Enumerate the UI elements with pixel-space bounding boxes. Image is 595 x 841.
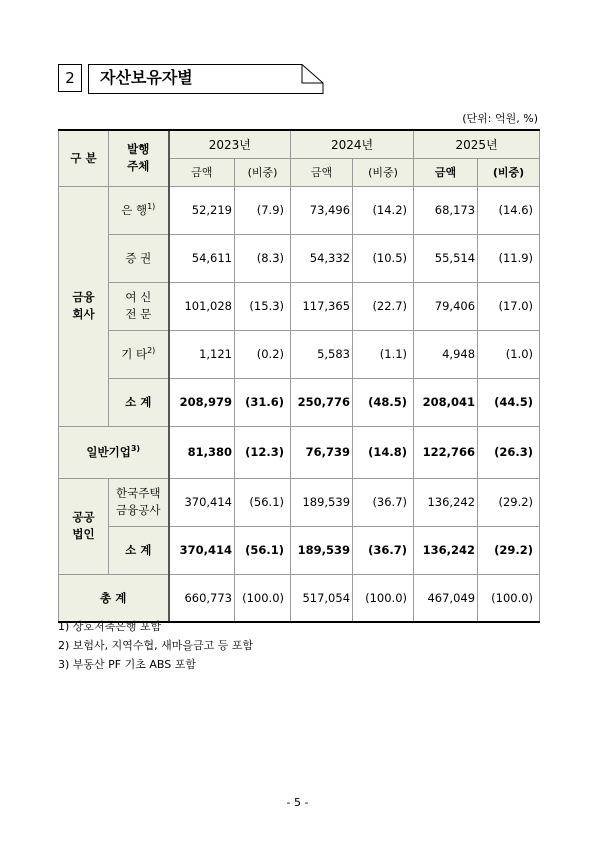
cell-total-2024-amount: 517,054 bbox=[291, 574, 353, 622]
footnote-marker-1: 1) bbox=[147, 202, 156, 212]
cell-khfc-2025-ratio: (29.2) bbox=[478, 478, 540, 526]
unit-label: (단위: 억원, %) bbox=[462, 112, 538, 125]
row-label-public-subtotal: 소 계 bbox=[109, 526, 169, 574]
cell-securities-2025-ratio: (11.9) bbox=[478, 234, 540, 282]
cell-securities-2023-amount: 54,611 bbox=[169, 234, 235, 282]
row-label-credit bbox=[109, 282, 169, 330]
cell-khfc-2023-ratio: (56.1) bbox=[235, 478, 291, 526]
row-label-financial-subtotal: 소 계 bbox=[109, 378, 169, 426]
group-public-line2: 법인 bbox=[72, 527, 95, 541]
cell-total-2025-ratio: (100.0) bbox=[478, 574, 540, 622]
cell-other-2023-ratio: (0.2) bbox=[235, 330, 291, 378]
row-label-general bbox=[59, 426, 169, 478]
group-public-line1: 공공 bbox=[72, 510, 95, 524]
row-label-general-text: 일반기업 bbox=[86, 445, 131, 459]
header-amount-2025: 금액 bbox=[414, 158, 478, 186]
header-amount-2023: 금액 bbox=[169, 158, 235, 186]
cell-khfc-2023-amount: 370,414 bbox=[169, 478, 235, 526]
cell-bank-2023-ratio: (7.9) bbox=[235, 186, 291, 234]
footnote-3: 3) 부동산 PF 기초 ABS 포함 bbox=[58, 658, 196, 671]
section-number: 2 bbox=[58, 64, 82, 92]
cell-securities-2025-amount: 55,514 bbox=[414, 234, 478, 282]
group-financial-line1: 금융 bbox=[72, 290, 95, 304]
row-label-khfc bbox=[109, 478, 169, 526]
cell-fin-subtotal-2025-ratio: (44.5) bbox=[478, 378, 540, 426]
cell-securities-2024-amount: 54,332 bbox=[291, 234, 353, 282]
cell-bank-2024-amount: 73,496 bbox=[291, 186, 353, 234]
cell-khfc-2024-ratio: (36.7) bbox=[353, 478, 414, 526]
cell-pub-subtotal-2024-amount: 189,539 bbox=[291, 526, 353, 574]
cell-bank-2025-amount: 68,173 bbox=[414, 186, 478, 234]
cell-pub-subtotal-2025-ratio: (29.2) bbox=[478, 526, 540, 574]
header-amount-2024: 금액 bbox=[291, 158, 353, 186]
table-row-bank bbox=[59, 186, 540, 234]
header-ratio-2025: (비중) bbox=[478, 158, 540, 186]
cell-credit-2023-ratio: (15.3) bbox=[235, 282, 291, 330]
cell-fin-subtotal-2025-amount: 208,041 bbox=[414, 378, 478, 426]
table-row-credit bbox=[59, 282, 540, 330]
cell-general-2024-amount: 76,739 bbox=[291, 426, 353, 478]
cell-general-2025-amount: 122,766 bbox=[414, 426, 478, 478]
table-row-general bbox=[59, 426, 540, 478]
section-title: 자산보유자별 bbox=[100, 68, 193, 87]
table-row-securities bbox=[59, 234, 540, 282]
table-row-total bbox=[59, 574, 540, 622]
cell-total-2023-ratio: (100.0) bbox=[235, 574, 291, 622]
cell-bank-2023-amount: 52,219 bbox=[169, 186, 235, 234]
row-label-credit-line2: 전 문 bbox=[125, 307, 152, 321]
footnotes bbox=[58, 617, 253, 674]
cell-total-2025-amount: 467,049 bbox=[414, 574, 478, 622]
footnote-1: 1) 상호저축은행 포함 bbox=[58, 620, 162, 633]
cell-general-2025-ratio: (26.3) bbox=[478, 426, 540, 478]
footnote-marker-3: 3) bbox=[130, 444, 141, 454]
header-year-2023: 2023년 bbox=[169, 130, 291, 158]
group-public bbox=[59, 478, 109, 574]
cell-bank-2025-ratio: (14.6) bbox=[478, 186, 540, 234]
cell-other-2024-amount: 5,583 bbox=[291, 330, 353, 378]
cell-fin-subtotal-2023-ratio: (31.6) bbox=[235, 378, 291, 426]
cell-fin-subtotal-2023-amount: 208,979 bbox=[169, 378, 235, 426]
row-label-bank bbox=[109, 186, 169, 234]
cell-other-2024-ratio: (1.1) bbox=[353, 330, 414, 378]
footnote-2: 2) 보험사, 지역수협, 새마을금고 등 포함 bbox=[58, 639, 254, 652]
row-label-other bbox=[109, 330, 169, 378]
cell-other-2025-ratio: (1.0) bbox=[478, 330, 540, 378]
table-row-khfc bbox=[59, 478, 540, 526]
cell-securities-2023-ratio: (8.3) bbox=[235, 234, 291, 282]
cell-khfc-2024-amount: 189,539 bbox=[291, 478, 353, 526]
header-issuer-line1: 발행 bbox=[127, 142, 150, 157]
row-label-other-text: 기 타 bbox=[121, 347, 148, 361]
cell-pub-subtotal-2025-amount: 136,242 bbox=[414, 526, 478, 574]
cell-other-2025-amount: 4,948 bbox=[414, 330, 478, 378]
cell-general-2023-ratio: (12.3) bbox=[235, 426, 291, 478]
cell-general-2023-amount: 81,380 bbox=[169, 426, 235, 478]
table-row-other bbox=[59, 330, 540, 378]
cell-fin-subtotal-2024-ratio: (48.5) bbox=[353, 378, 414, 426]
cell-pub-subtotal-2023-amount: 370,414 bbox=[169, 526, 235, 574]
row-label-securities: 증 권 bbox=[109, 234, 169, 282]
header-group: 구 분 bbox=[59, 130, 109, 186]
row-label-credit-line1: 여 신 bbox=[125, 290, 152, 304]
group-financial-line2: 회사 bbox=[72, 307, 95, 321]
cell-credit-2025-ratio: (17.0) bbox=[478, 282, 540, 330]
group-financial bbox=[59, 186, 109, 426]
cell-other-2023-amount: 1,121 bbox=[169, 330, 235, 378]
cell-securities-2024-ratio: (10.5) bbox=[353, 234, 414, 282]
cell-bank-2024-ratio: (14.2) bbox=[353, 186, 414, 234]
cell-credit-2025-amount: 79,406 bbox=[414, 282, 478, 330]
cell-credit-2023-amount: 101,028 bbox=[169, 282, 235, 330]
cell-credit-2024-ratio: (22.7) bbox=[353, 282, 414, 330]
header-issuer bbox=[109, 130, 169, 186]
header-year-2024: 2024년 bbox=[291, 130, 414, 158]
header-ratio-2023: (비중) bbox=[235, 158, 291, 186]
header-year-2025: 2025년 bbox=[414, 130, 540, 158]
page-number: - 5 - bbox=[286, 796, 309, 809]
cell-fin-subtotal-2024-amount: 250,776 bbox=[291, 378, 353, 426]
cell-pub-subtotal-2024-ratio: (36.7) bbox=[353, 526, 414, 574]
row-label-total: 총 계 bbox=[59, 574, 169, 622]
header-issuer-line2: 주체 bbox=[127, 159, 150, 174]
cell-total-2024-ratio: (100.0) bbox=[353, 574, 414, 622]
table-row-financial-subtotal bbox=[59, 378, 540, 426]
cell-total-2023-amount: 660,773 bbox=[169, 574, 235, 622]
row-label-khfc-line1: 한국주택 bbox=[116, 486, 161, 500]
asset-holder-table bbox=[58, 129, 540, 623]
row-label-khfc-line2: 금융공사 bbox=[116, 503, 161, 517]
cell-khfc-2025-amount: 136,242 bbox=[414, 478, 478, 526]
cell-credit-2024-amount: 117,365 bbox=[291, 282, 353, 330]
header-ratio-2024: (비중) bbox=[353, 158, 414, 186]
footnote-marker-2: 2) bbox=[147, 346, 156, 356]
row-label-bank-text: 은 행 bbox=[121, 203, 148, 217]
cell-general-2024-ratio: (14.8) bbox=[353, 426, 414, 478]
table-row-public-subtotal bbox=[59, 526, 540, 574]
cell-pub-subtotal-2023-ratio: (56.1) bbox=[235, 526, 291, 574]
